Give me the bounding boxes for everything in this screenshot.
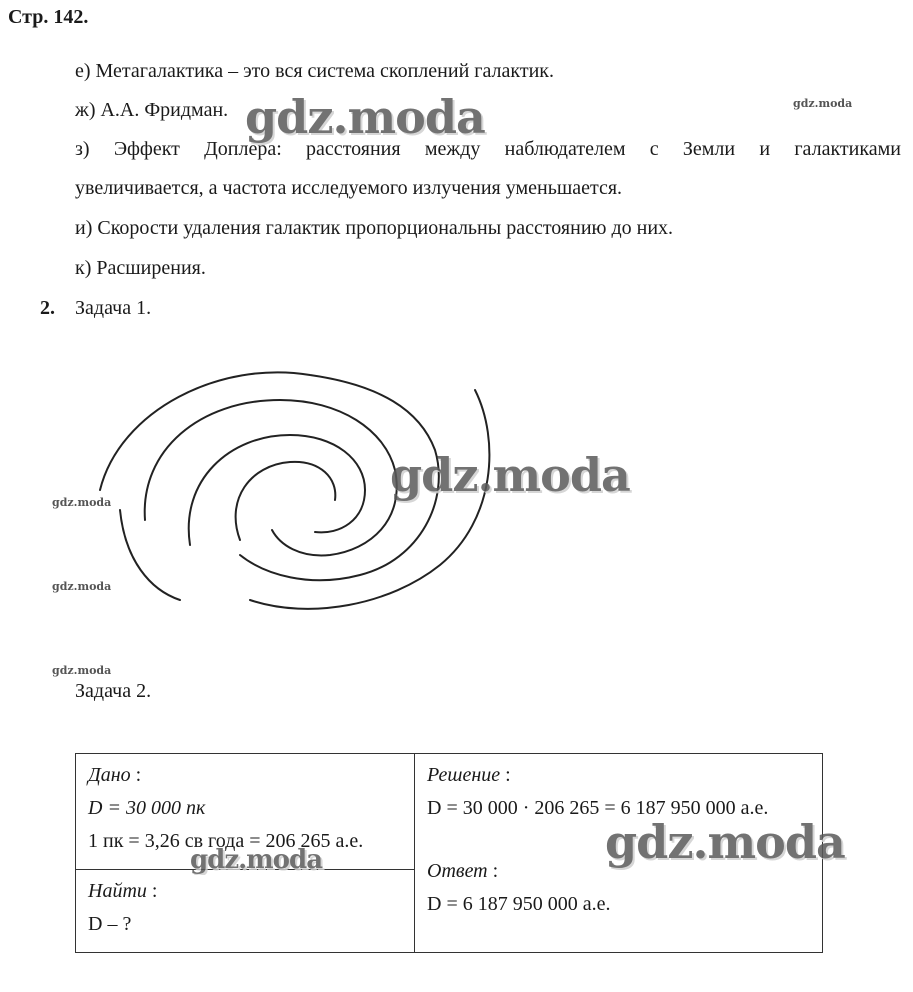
watermark-small: gdz.moda bbox=[52, 580, 112, 593]
answer-colon: : bbox=[492, 860, 499, 882]
task1-label: Задача 1. bbox=[75, 297, 152, 319]
item-z-line1: з) Эффект Доплера: расстояния между наблюдателем с Земли и галактиками bbox=[75, 138, 901, 160]
answer-label: Ответ bbox=[427, 860, 488, 882]
find-label: Найти bbox=[88, 880, 147, 902]
watermark-small: gdz.moda bbox=[52, 664, 112, 677]
find-cell bbox=[76, 870, 415, 953]
watermark-large: gdz.moda bbox=[605, 815, 845, 869]
watermark-small: gdz.moda bbox=[793, 97, 853, 110]
given-line2: 1 пк = 3,26 св года = 206 265 а.е. bbox=[88, 830, 364, 852]
watermark-small: gdz.moda bbox=[52, 496, 112, 509]
spiral-arm-inner bbox=[189, 435, 365, 545]
watermark-large: gdz.moda bbox=[245, 90, 485, 144]
spiral-arm-left bbox=[120, 510, 180, 600]
given-colon: : bbox=[135, 764, 142, 786]
answer-value: D = 6 187 950 000 а.е. bbox=[427, 893, 611, 915]
section-number: 2. bbox=[40, 297, 55, 319]
spiral-arm-middle bbox=[145, 400, 397, 555]
item-zh: ж) А.А. Фридман. bbox=[75, 99, 229, 121]
solution-label: Решение bbox=[427, 764, 501, 786]
spiral-arm-core bbox=[236, 462, 336, 540]
item-e: е) Метагалактика – это вся система скоплений галактик. bbox=[75, 60, 555, 82]
page-title: Стр. 142. bbox=[8, 6, 89, 28]
find-colon: : bbox=[151, 880, 158, 902]
solution-colon: : bbox=[505, 764, 511, 786]
watermark-medium: gdz.moda bbox=[190, 845, 323, 875]
item-k: к) Расширения. bbox=[75, 257, 206, 279]
item-i: и) Скорости удаления галактик пропорциональны расстоянию до них. bbox=[75, 217, 674, 239]
watermark-large: gdz.moda bbox=[390, 448, 630, 502]
item-z-line2: увеличивается, а частота исследуемого излучения уменьшается. bbox=[75, 177, 623, 199]
find-value: D – ? bbox=[88, 913, 132, 935]
task2-label: Задача 2. bbox=[75, 680, 152, 702]
given-label: Дано bbox=[88, 764, 131, 786]
solution-value: D = 30 000 · 206 265 = 6 187 950 000 а.е. bbox=[427, 797, 769, 819]
given-line1: D = 30 000 пк bbox=[88, 797, 206, 819]
